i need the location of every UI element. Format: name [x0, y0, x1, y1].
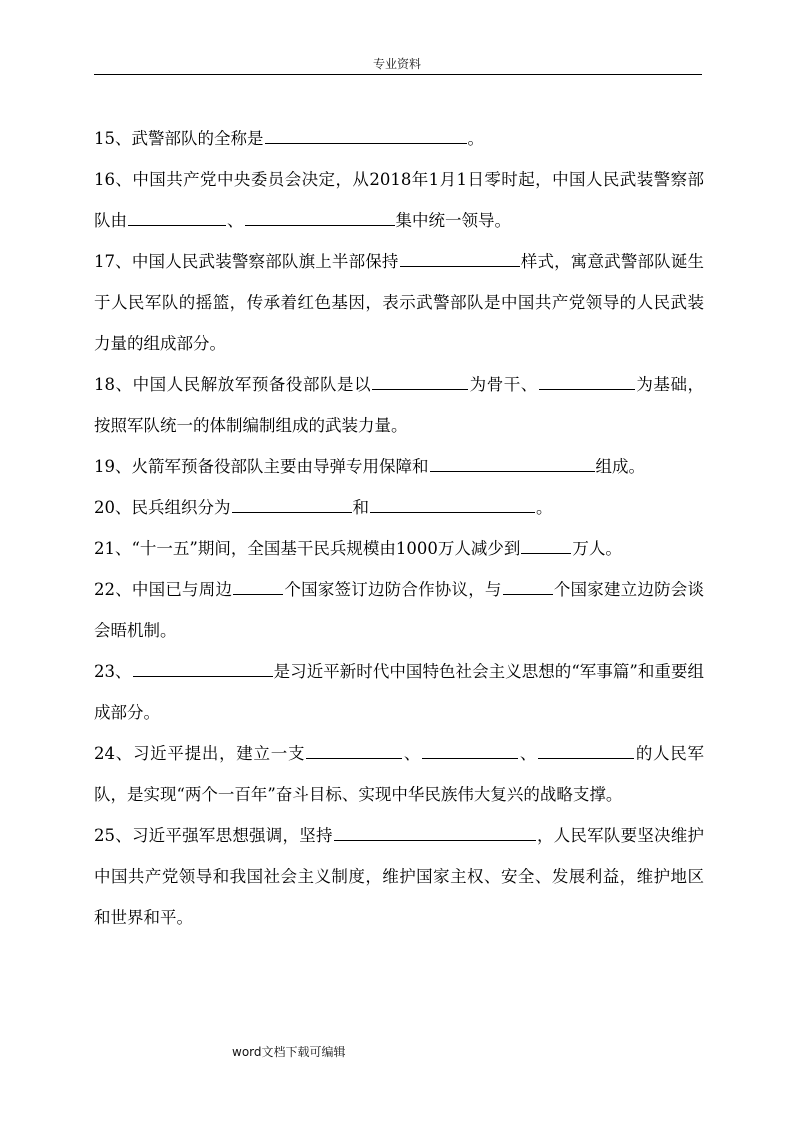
- question-text: 个国家建立边防会谈会晤机制。: [94, 580, 705, 640]
- answer-blank[interactable]: [422, 743, 518, 759]
- question-text: 个国家签订边防合作协议，与: [284, 580, 502, 599]
- question-text: 21、“十一五”期间，全国基干民兵规模由1000万人减少到: [94, 539, 521, 558]
- answer-blank[interactable]: [400, 251, 520, 267]
- answer-blank[interactable]: [265, 128, 467, 144]
- question-text: 、: [519, 744, 538, 763]
- answer-blank[interactable]: [133, 661, 273, 677]
- question-21: [94, 528, 704, 569]
- answer-blank[interactable]: [372, 374, 468, 390]
- question-text: 组成。: [595, 457, 645, 476]
- header-divider: [94, 74, 702, 75]
- answer-blank[interactable]: [306, 743, 402, 759]
- question-25: [94, 815, 704, 938]
- question-15: [94, 118, 704, 159]
- answer-blank[interactable]: [245, 210, 395, 226]
- question-text: 23、: [94, 662, 132, 681]
- question-text: 集中统一领导。: [395, 211, 511, 230]
- question-text: ，人民军队要坚决维护中国共产党领导和我国社会主义制度，维护国家主权、安全、发展利益，维护地区和世界和平。: [94, 826, 705, 927]
- answer-blank[interactable]: [538, 743, 634, 759]
- question-text: 、: [403, 744, 422, 763]
- answer-blank[interactable]: [233, 579, 283, 595]
- question-text: 16、中国共产党中央委员会决定，从2018年1月1日零时起，中国人民武装警察部队由: [94, 170, 704, 230]
- question-text: 样式，寓意武警部队诞生于人民军队的摇篮，传承着红色基因，表示武警部队是中国共产党领导的人民武装力量的组成部分。: [94, 252, 705, 353]
- question-23: [94, 651, 704, 733]
- question-22: [94, 569, 704, 651]
- question-24: [94, 733, 704, 815]
- answer-blank[interactable]: [539, 374, 635, 390]
- question-20: [94, 487, 704, 528]
- page-footer: word文档下载可编辑: [232, 1045, 346, 1059]
- question-text: 22、中国已与周边: [94, 580, 233, 599]
- question-18: [94, 364, 704, 446]
- page-header: 专业资料: [372, 57, 421, 71]
- answer-blank[interactable]: [521, 538, 571, 554]
- question-text: 24、习近平提出，建立一支: [94, 744, 306, 763]
- answer-blank[interactable]: [232, 497, 352, 513]
- question-text: 19、火箭军预备役部队主要由导弹专用保障和: [94, 457, 429, 476]
- question-text: 和: [352, 498, 369, 517]
- question-text: 。: [536, 498, 553, 517]
- answer-blank[interactable]: [503, 579, 553, 595]
- question-text: 的人民军队，是实现“两个一百年”奋斗目标、实现中华民族伟大复兴的战略支撑。: [94, 744, 705, 804]
- question-text: 18、中国人民解放军预备役部队是以: [94, 375, 372, 394]
- document-body: [94, 118, 704, 938]
- question-text: 15、武警部队的全称是: [94, 129, 264, 148]
- question-text: 17、中国人民武装警察部队旗上半部保持: [94, 252, 399, 271]
- question-16: [94, 159, 704, 241]
- question-text: 20、民兵组织分为: [94, 498, 231, 517]
- question-text: 为骨干、: [469, 375, 538, 394]
- question-text: 是习近平新时代中国特色社会主义思想的“军事篇”和重要组成部分。: [94, 662, 704, 722]
- question-text: 为基础，按照军队统一的体制编制组成的武装力量。: [94, 375, 705, 435]
- answer-blank[interactable]: [370, 497, 535, 513]
- question-17: [94, 241, 704, 364]
- answer-blank[interactable]: [128, 210, 226, 226]
- question-text: 、: [227, 211, 244, 230]
- question-text: 万人。: [572, 539, 622, 558]
- answer-blank[interactable]: [334, 825, 536, 841]
- answer-blank[interactable]: [430, 456, 595, 472]
- question-text: 。: [467, 129, 484, 148]
- question-text: 25、习近平强军思想强调，坚持: [94, 826, 333, 845]
- question-19: [94, 446, 704, 487]
